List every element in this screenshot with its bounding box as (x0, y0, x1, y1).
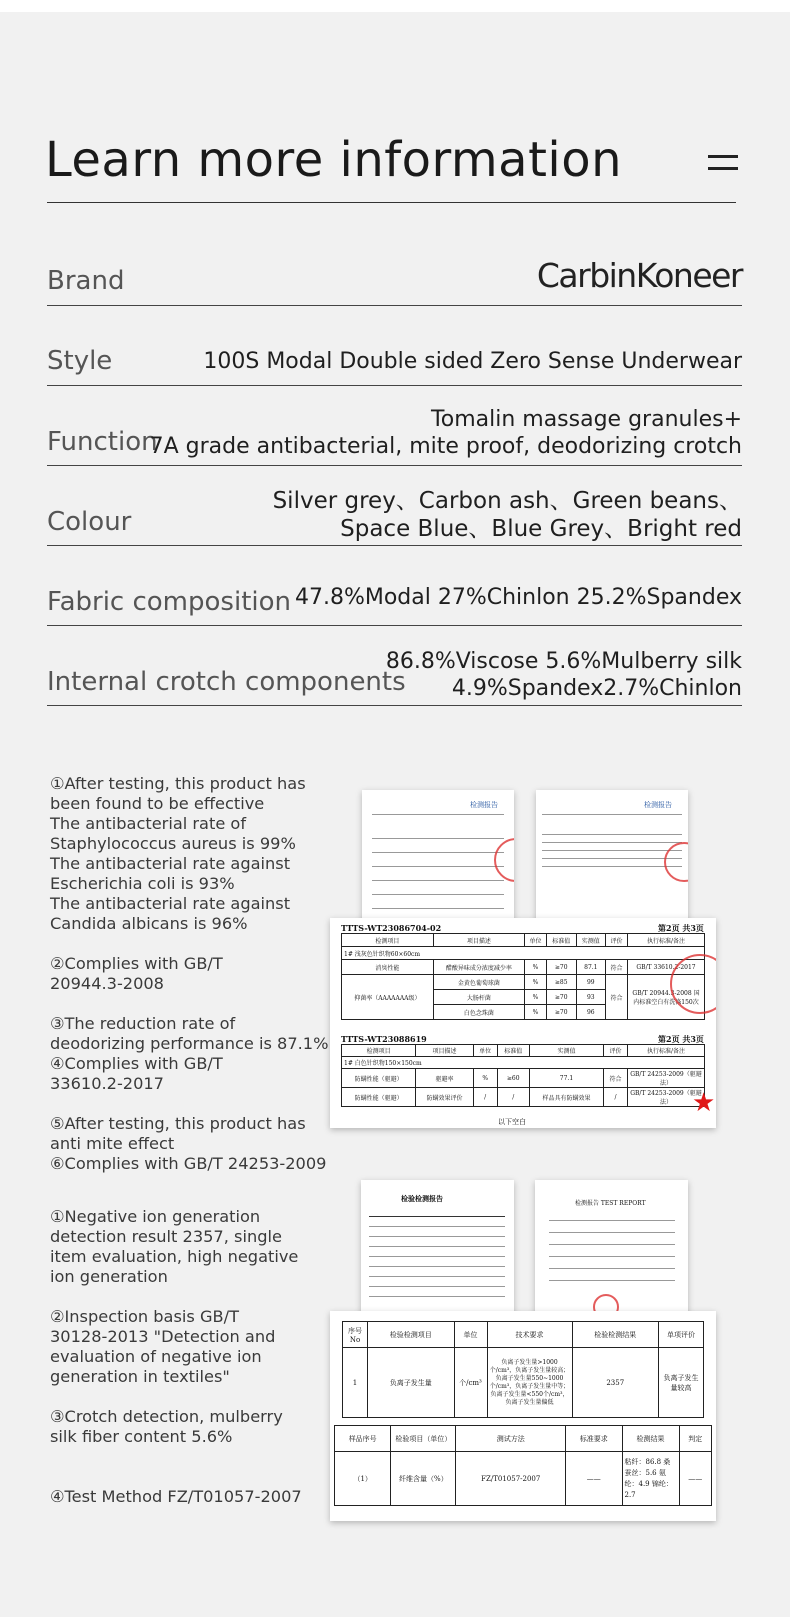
text-line (50, 1094, 328, 1114)
report-thumbnail (536, 790, 688, 930)
text-line: ③Crotch detection, mulberry (50, 1407, 283, 1426)
report-title: 检测报告 TEST REPORT (575, 1200, 646, 1207)
text-line: The antibacterial rate against (50, 854, 291, 873)
spec-value: 86.8%Viscose 5.6%Mulberry silk 4.9%Spandex2.7%Chinlon (385, 649, 742, 701)
antibacterial-table: 检测项目 项目描述 单位 标准值 实测值 评价 执行标准/备注 1# 浅灰色针织物60×60cm 消臭性能 醋酸异味成分浓度减少率 % ≥70 87.1 符合 GB/T 33610.2-2017 抑菌率（AAAAAAA级） 金黄色葡萄球菌 % ≥85 99 符合 GB/T 20944.3-2008 国内标准空白有洗涤150次 大肠杆菌 % ≥70 93 白色念珠菌 % ≥70 96 (341, 933, 705, 1020)
report-footer: 以下空白 (498, 1118, 526, 1126)
text-line: ②Inspection basis GB/T (50, 1307, 239, 1326)
text-line: ion generation (50, 1267, 168, 1286)
spec-row-brand (47, 250, 742, 306)
test-results-text (50, 774, 328, 1174)
text-line: ①Negative ion generation (50, 1207, 261, 1226)
text-line: silk fiber content 5.6% (50, 1427, 233, 1446)
text-line (50, 1387, 302, 1407)
text-line: Escherichia coli is 93% (50, 874, 235, 893)
report-thumbnail (361, 1180, 514, 1320)
text-line: detection result 2357, single (50, 1227, 282, 1246)
red-seal (494, 838, 514, 882)
menu-icon[interactable] (708, 155, 738, 171)
antibacterial-test-report (330, 918, 716, 1128)
spec-label: Fabric composition (47, 587, 291, 617)
spec-value: Tomalin massage granules+ 7A grade antibacterial, mite proof, deodorizing crotch (149, 407, 742, 459)
report-thumbnail (535, 1180, 688, 1320)
negative-ion-test-report (330, 1311, 716, 1521)
text-line: ⑥Complies with GB/T 24253-2009 (50, 1154, 327, 1173)
text-line: ②Complies with GB/T (50, 954, 223, 973)
spec-label: Colour (47, 507, 132, 537)
brand-logo: CarbinKoneer (536, 256, 742, 295)
title-divider (47, 202, 736, 203)
page-title: Learn more information (45, 132, 623, 188)
text-line: Staphylococcus aureus is 99% (50, 834, 296, 853)
spec-value: 47.8%Modal 27%Chinlon 25.2%Spandex (294, 585, 742, 610)
test-results-text (50, 1207, 302, 1507)
text-line: The antibacterial rate against (50, 894, 291, 913)
text-line: 20944.3-2008 (50, 974, 164, 993)
spec-label: Function (47, 427, 158, 457)
report-title: 检测报告 (644, 801, 672, 809)
text-line: ③The reduction rate of (50, 1014, 236, 1033)
spec-value: 100S Modal Double sided Zero Sense Underwear (203, 349, 742, 374)
spec-value: Silver grey、Carbon ash、Green beans、 Space Blue、Blue Grey、Bright red (272, 488, 742, 542)
report-number: TTTS-WT23086704-02 (341, 923, 442, 933)
text-line: ④Test Method FZ/T01057-2007 (50, 1487, 302, 1506)
negative-ion-table: 序号 No 检验检测项目 单位 技术要求 检验检测结果 单项评价 1 负离子发生量 个/cm³ 负离子发生量>1000个/cm³，负离子发生量较高；负离子发生量550~1000个/cm³，负离子发生量中等；负离子发生量<550个/cm³，负离子发生量偏低 2357 负离子发生量较高 (342, 1321, 704, 1418)
text-line (50, 1447, 302, 1467)
text-line: ①After testing, this product has (50, 774, 306, 793)
text-line: generation in textiles" (50, 1367, 230, 1386)
text-line: Candida albicans is 96% (50, 914, 248, 933)
text-line: item evaluation, high negative (50, 1247, 299, 1266)
text-line: evaluation of negative ion (50, 1347, 262, 1366)
text-line: ⑤After testing, this product has (50, 1114, 306, 1133)
red-seal (664, 842, 688, 882)
top-bar (0, 0, 790, 12)
text-line: been found to be effective (50, 794, 265, 813)
text-line (50, 1287, 302, 1307)
report-title: 检测报告 (470, 801, 498, 809)
text-line: anti mite effect (50, 1134, 175, 1153)
report-number: TTTS-WT23088619 (341, 1034, 427, 1044)
spec-label: Internal crotch components (47, 667, 406, 697)
text-line: deodorizing performance is 87.1% (50, 1034, 329, 1053)
text-line (50, 934, 328, 954)
text-line: The antibacterial rate of (50, 814, 247, 833)
report-page: 第2页 共3页 (658, 923, 704, 933)
text-line: ④Complies with GB/T (50, 1054, 223, 1073)
text-line (50, 994, 328, 1014)
spec-row-fabric (47, 570, 742, 626)
spec-label: Style (47, 346, 113, 376)
report-title: 检验检测报告 (401, 1194, 443, 1203)
report-thumbnail (362, 790, 514, 930)
text-line (50, 1467, 302, 1487)
spec-row-colour (47, 480, 742, 546)
spec-row-function (47, 400, 742, 466)
text-line: 33610.2-2017 (50, 1074, 164, 1093)
spec-label: Brand (47, 266, 125, 296)
fiber-content-table: 样品序号 检验项目（单位） 测试方法 标准要求 检测结果 判定 （1） 纤维含量（%） FZ/T01057-2007 —— 粘纤：86.8 桑蚕丝：5.6 氨纶：4.9 锦纶：2.7 —— (334, 1425, 712, 1506)
report-page: 第2页 共3页 (658, 1034, 704, 1044)
text-line: 30128-2013 "Detection and (50, 1327, 276, 1346)
spec-row-style (47, 330, 742, 386)
red-star-icon: ★ (692, 1088, 716, 1118)
anti-mite-table: 检测项目 项目描述 单位 标准值 实测值 评价 执行标准/备注 1# 白色针织物150×150cm 防螨性能（驱避） 驱避率 % ≥60 77.1 符合 GB/T 24253-2009（驱避法） 防螨性能（驱避） 防螨效果评价 / / 样品具有防螨效果 / GB/T 24253-2009（驱避法） (341, 1044, 705, 1107)
spec-row-crotch (47, 640, 742, 706)
